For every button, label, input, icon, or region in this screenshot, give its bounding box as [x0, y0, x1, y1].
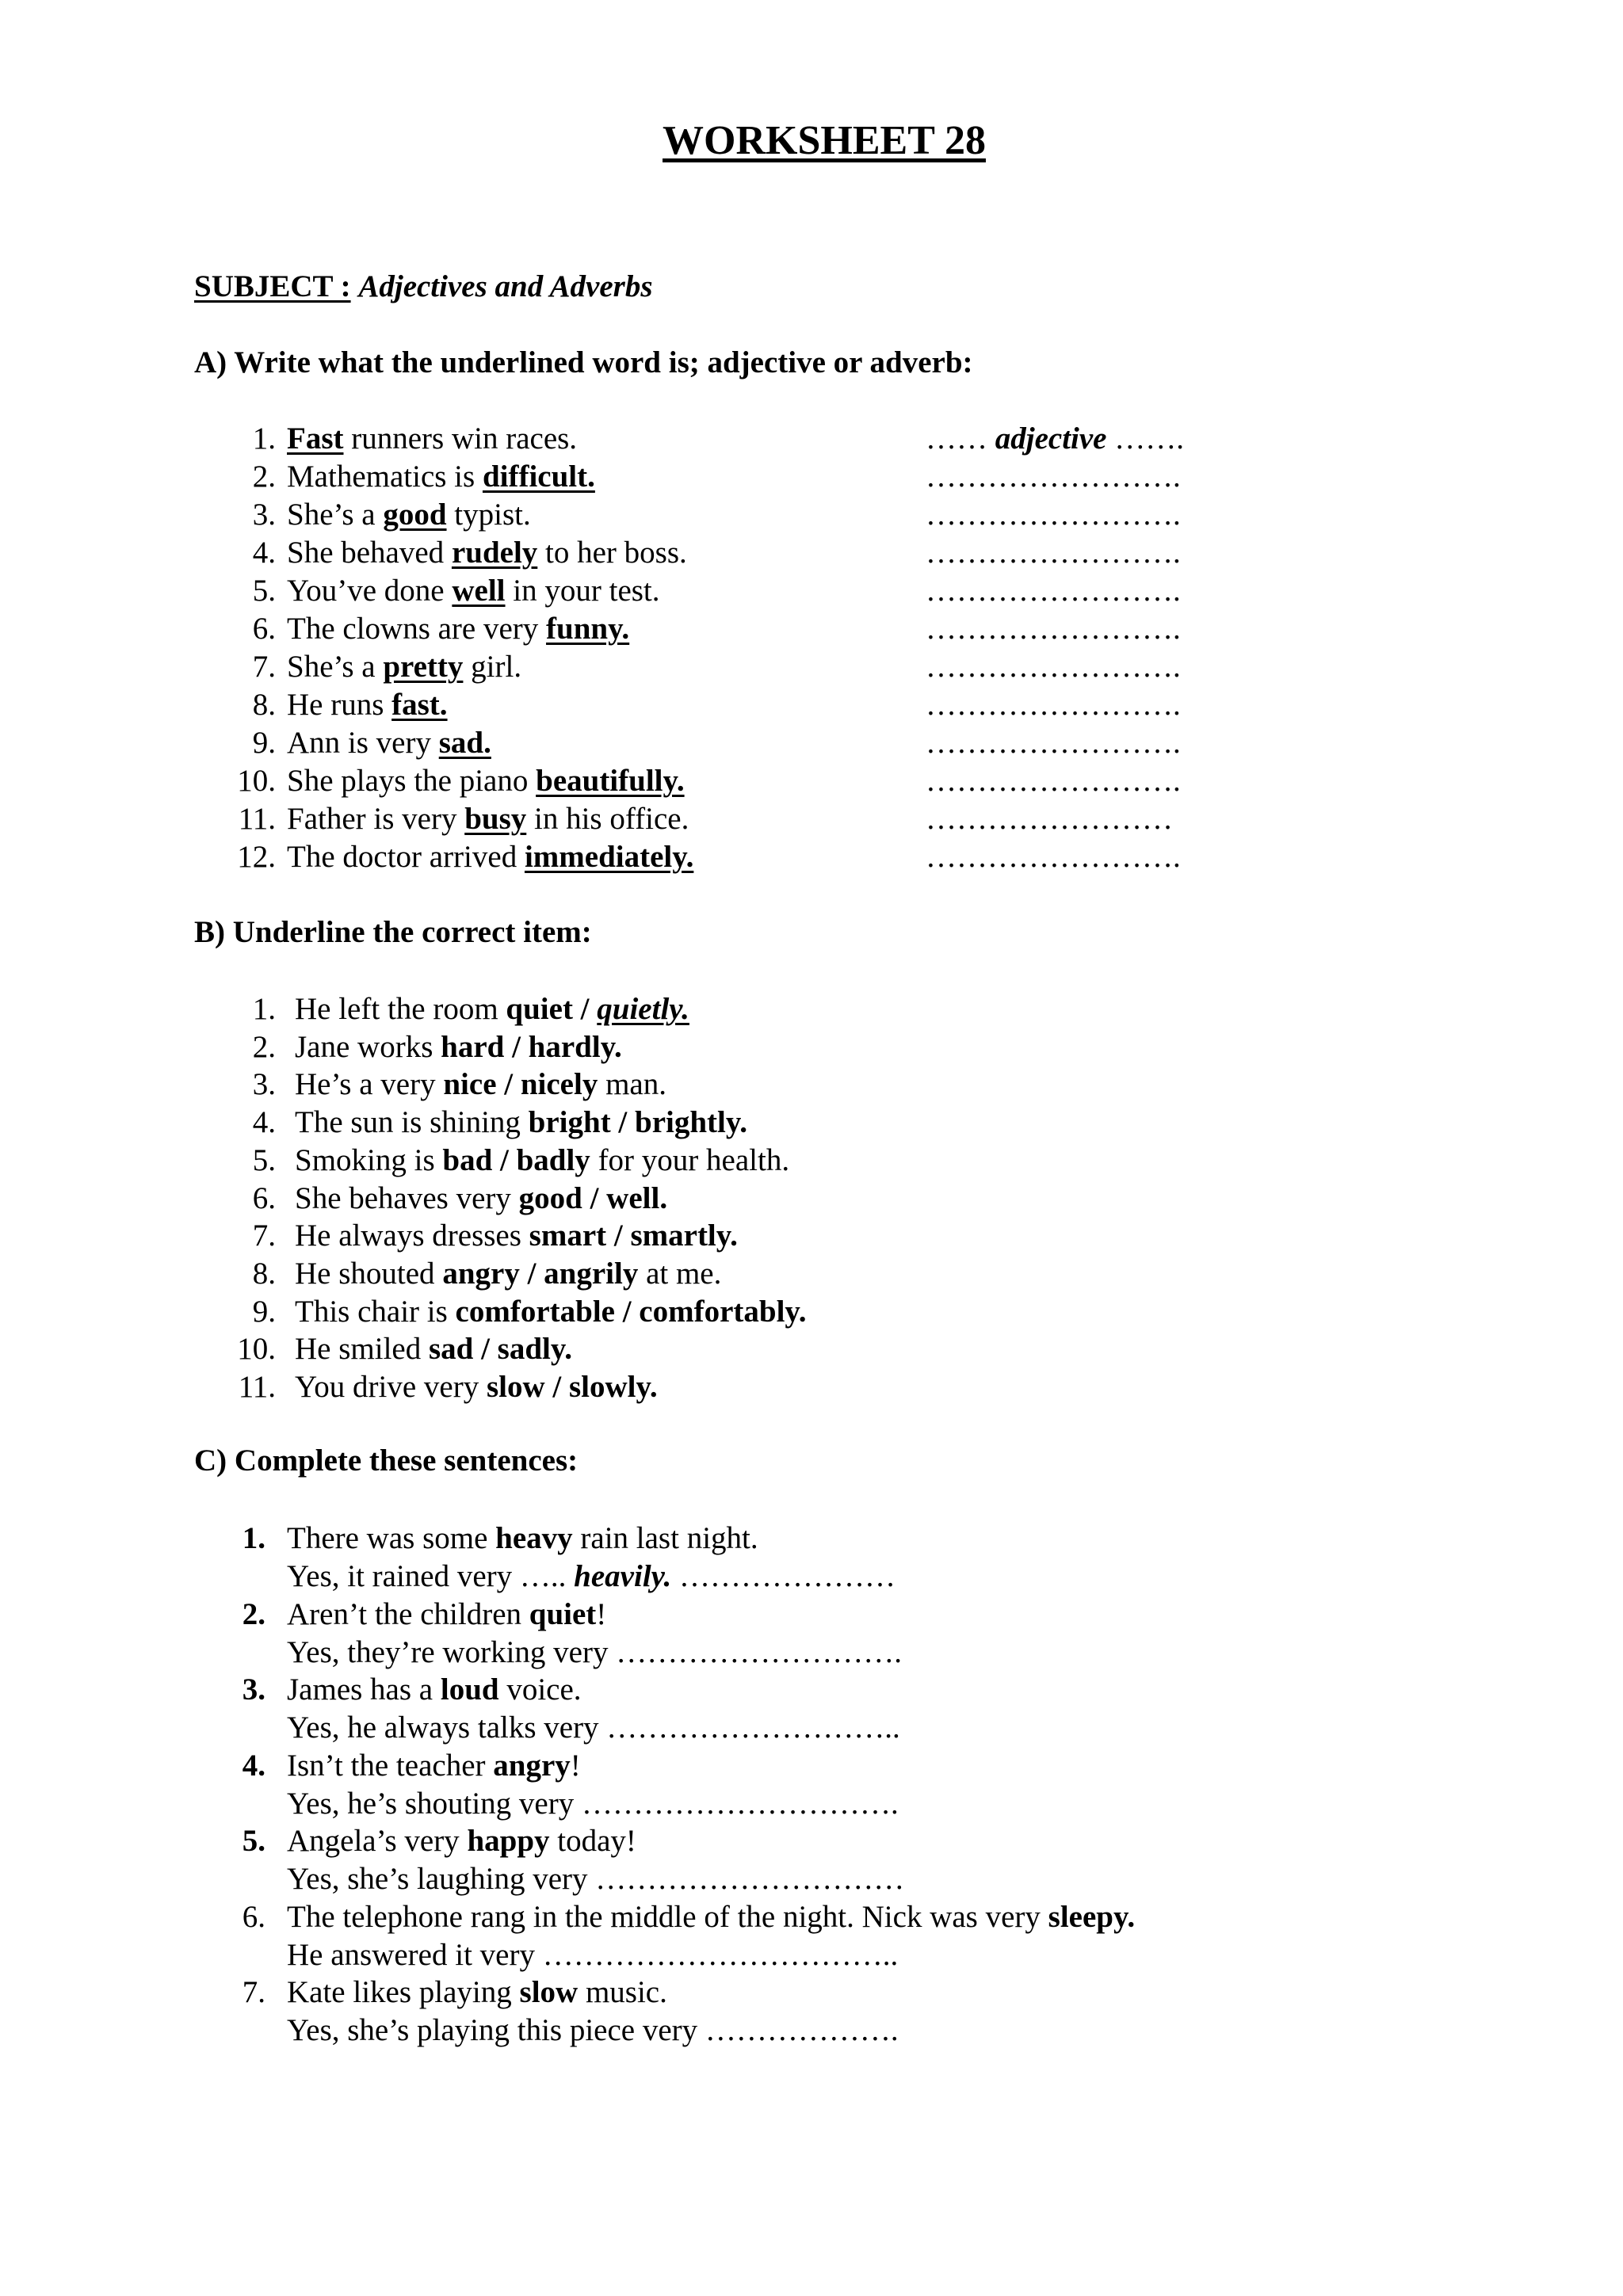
item-number: 2.: [252, 460, 276, 494]
question-text: [295, 1028, 622, 1066]
text-run: well: [452, 574, 506, 608]
text-run: This chair is: [295, 1295, 456, 1329]
text-run: He smiled: [295, 1332, 429, 1366]
text-run: Isn’t the teacher: [287, 1749, 494, 1783]
text-run: fast.: [391, 688, 448, 722]
text-run: adjective: [995, 421, 1107, 456]
text-run: He answered it very ……………………………..: [287, 1938, 899, 1972]
text-run: hard / hardly.: [441, 1030, 622, 1064]
text-run: pretty: [383, 650, 464, 684]
answer-blank: [926, 610, 1181, 648]
text-run: Yes, he always talks very ………………………..: [287, 1711, 900, 1745]
question-text: [295, 1180, 667, 1218]
text-run: Yes, she’s laughing very …………………………: [287, 1862, 905, 1896]
sentence-answer: [287, 1860, 904, 1898]
text-run: angry / angrily: [442, 1257, 639, 1291]
sentence-answer: [287, 1709, 900, 1747]
text-run: good: [383, 498, 447, 532]
text-run: The telephone rang in the middle of the night. Nick was very: [287, 1900, 1048, 1934]
question-text: [287, 420, 577, 458]
text-run: bad / badly: [442, 1143, 590, 1177]
item-number: 3.: [242, 1672, 265, 1707]
text-run: today!: [549, 1824, 636, 1858]
question-text: [295, 1066, 666, 1104]
question-text: [295, 1368, 658, 1406]
answer-blank: [926, 686, 1181, 724]
text-run: She behaved: [287, 536, 452, 570]
sentence-prompt: [287, 1520, 758, 1558]
text-run: good / well.: [518, 1181, 668, 1215]
answer-blank: [926, 458, 1181, 496]
subject-label: SUBJECT :: [194, 269, 351, 303]
text-run: …………………….: [926, 612, 1181, 646]
question-text: [287, 458, 595, 496]
text-run: …………………….: [926, 764, 1181, 798]
section-a-heading: A) Write what the underlined word is; adjective or adverb:: [194, 345, 973, 379]
text-run: He runs: [287, 688, 392, 722]
question-text: [287, 610, 629, 648]
item-number: 7.: [252, 1219, 276, 1253]
answer-blank: [926, 800, 1173, 838]
text-run: beautifully.: [536, 764, 685, 798]
sentence-answer: [287, 2012, 899, 2050]
question-text: [287, 534, 687, 572]
text-run: There was some: [287, 1521, 496, 1555]
text-run: Yes, he’s shouting very ………………………….: [287, 1787, 899, 1821]
text-run: immediately.: [524, 840, 694, 874]
text-run: He always dresses: [295, 1219, 529, 1253]
item-number: 4.: [252, 1105, 276, 1139]
question-text: [287, 572, 660, 610]
sentence-prompt: [287, 1974, 667, 2012]
text-run: …………………….: [926, 688, 1181, 722]
item-number: 4.: [242, 1749, 265, 1783]
text-run: The sun is shining: [295, 1105, 529, 1139]
text-run: …………………….: [926, 726, 1181, 760]
text-run: in your test.: [505, 574, 660, 608]
text-run: girl.: [463, 650, 522, 684]
text-run: quiet /: [506, 992, 598, 1026]
item-number: 3.: [252, 1067, 276, 1101]
text-run: James has a: [287, 1672, 441, 1707]
item-number: 11.: [238, 1370, 276, 1404]
item-number: 6.: [252, 1181, 276, 1215]
question-text: [287, 724, 491, 762]
section-b-heading: B) Underline the correct item:: [194, 915, 592, 949]
sentence-prompt: [287, 1671, 582, 1709]
sentence-prompt: [287, 1822, 636, 1860]
question-text: [287, 762, 685, 800]
text-run: Father is very: [287, 802, 465, 836]
answer-blank: [926, 762, 1181, 800]
item-number: 9.: [252, 1295, 276, 1329]
text-run: Yes, it rained very …..: [287, 1559, 575, 1593]
text-run: Smoking is: [295, 1143, 443, 1177]
sentence-answer: [287, 1634, 902, 1672]
text-run: man.: [598, 1067, 666, 1101]
item-number: 8.: [252, 688, 276, 722]
text-run: The clowns are very: [287, 612, 547, 646]
item-number: 10.: [237, 764, 276, 798]
question-text: [295, 1255, 721, 1293]
text-run: …………………….: [926, 498, 1181, 532]
text-run: She’s a: [287, 650, 384, 684]
item-number: 6.: [252, 612, 276, 646]
text-run: heavily.: [574, 1559, 672, 1593]
question-text: [295, 1217, 738, 1255]
text-run: He left the room: [295, 992, 506, 1026]
answer-blank: [926, 724, 1181, 762]
question-text: [287, 800, 689, 838]
text-run: runners win races.: [343, 421, 578, 456]
question-text: [287, 496, 531, 534]
text-run: She behaves very: [295, 1181, 519, 1215]
text-run: in his office.: [526, 802, 689, 836]
text-run: Mathematics is: [287, 460, 483, 494]
sentence-answer: [287, 1558, 896, 1596]
text-run: …………………….: [926, 574, 1181, 608]
text-run: Fast: [287, 421, 344, 456]
text-run: angry: [493, 1749, 571, 1783]
answer-blank: [926, 496, 1181, 534]
text-run: The doctor arrived: [287, 840, 525, 874]
text-run: nice / nicely: [443, 1067, 598, 1101]
answer-blank: [926, 572, 1181, 610]
text-run: She plays the piano: [287, 764, 537, 798]
text-run: slow: [519, 1975, 579, 2009]
text-run: Angela’s very: [287, 1824, 468, 1858]
question-text: [295, 1104, 747, 1142]
answer-blank: [926, 534, 1181, 572]
text-run: music.: [578, 1975, 667, 2009]
item-number: 5.: [242, 1824, 265, 1858]
text-run: …………………….: [926, 536, 1181, 570]
item-number: 2.: [242, 1597, 265, 1631]
subject-value: Adjectives and Adverbs: [358, 269, 653, 303]
item-number: 3.: [252, 498, 276, 532]
question-text: [295, 990, 689, 1028]
subject-line: [194, 268, 653, 306]
sentence-answer: [287, 1785, 899, 1823]
text-run: for your health.: [590, 1143, 790, 1177]
text-run: quietly.: [597, 992, 689, 1026]
text-run: …………………: [671, 1559, 896, 1593]
text-run: difficult.: [482, 460, 595, 494]
question-text: [295, 1142, 789, 1180]
text-run: bright / brightly.: [528, 1105, 747, 1139]
text-run: slow / slowly.: [486, 1370, 658, 1404]
sentence-prompt: [287, 1747, 581, 1785]
text-run: He’s a very: [295, 1067, 444, 1101]
text-run: Jane works: [295, 1030, 441, 1064]
item-number: 6.: [242, 1900, 265, 1934]
text-run: …………………….: [926, 650, 1181, 684]
worksheet-title: WORKSHEET 28: [663, 118, 986, 163]
question-text: [287, 648, 521, 686]
text-run: Kate likes playing: [287, 1975, 520, 2009]
text-run: busy: [464, 802, 527, 836]
text-run: to her boss.: [537, 536, 687, 570]
text-run: quiet: [529, 1597, 597, 1631]
text-run: ……………………: [926, 802, 1173, 836]
question-text: [295, 1293, 807, 1331]
text-run: typist.: [446, 498, 531, 532]
question-text: [287, 838, 693, 876]
item-number: 1.: [252, 992, 276, 1026]
text-run: …………………….: [926, 840, 1181, 874]
text-run: funny.: [546, 612, 630, 646]
text-run: rudely: [451, 536, 538, 570]
text-run: !: [570, 1749, 581, 1783]
text-run: …………………….: [926, 460, 1181, 494]
item-number: 4.: [252, 536, 276, 570]
item-number: 12.: [237, 840, 276, 874]
item-number: 7.: [252, 650, 276, 684]
text-run: sad.: [438, 726, 491, 760]
answer-blank: [926, 838, 1181, 876]
item-number: 1.: [242, 1521, 265, 1555]
answer-blank: [926, 648, 1181, 686]
item-number: 9.: [252, 726, 276, 760]
text-run: voice.: [498, 1672, 582, 1707]
answer-blank: [926, 420, 1184, 458]
text-run: You drive very: [295, 1370, 487, 1404]
text-run: sad / sadly.: [428, 1332, 572, 1366]
sentence-answer: [287, 1936, 898, 1974]
text-run: sleepy.: [1048, 1900, 1136, 1934]
text-run: She’s a: [287, 498, 384, 532]
item-number: 2.: [252, 1030, 276, 1064]
text-run: comfortable / comfortably.: [455, 1295, 807, 1329]
text-run: !: [596, 1597, 607, 1631]
text-run: Yes, they’re working very ……………………….: [287, 1635, 902, 1669]
text-run: rain last night.: [572, 1521, 758, 1555]
text-run: Aren’t the children: [287, 1597, 529, 1631]
item-number: 1.: [252, 421, 276, 456]
text-run: He shouted: [295, 1257, 443, 1291]
text-run: You’ve done: [287, 574, 453, 608]
sentence-prompt: [287, 1596, 606, 1634]
text-run: Ann is very: [287, 726, 439, 760]
question-text: [287, 686, 448, 724]
question-text: [295, 1330, 572, 1368]
text-run: smart / smartly.: [529, 1219, 738, 1253]
text-run: …….: [1106, 421, 1184, 456]
text-run: at me.: [638, 1257, 722, 1291]
item-number: 11.: [238, 802, 276, 836]
item-number: 7.: [242, 1975, 265, 2009]
item-number: 5.: [252, 1143, 276, 1177]
item-number: 8.: [252, 1257, 276, 1291]
text-run: Yes, she’s playing this piece very ……………….: [287, 2013, 899, 2047]
text-run: heavy: [495, 1521, 573, 1555]
item-number: 10.: [237, 1332, 276, 1366]
item-number: 5.: [252, 574, 276, 608]
text-run: ……: [926, 421, 995, 456]
section-c-heading: C) Complete these sentences:: [194, 1444, 579, 1478]
sentence-prompt: [287, 1898, 1135, 1936]
text-run: loud: [440, 1672, 499, 1707]
text-run: happy: [467, 1824, 550, 1858]
